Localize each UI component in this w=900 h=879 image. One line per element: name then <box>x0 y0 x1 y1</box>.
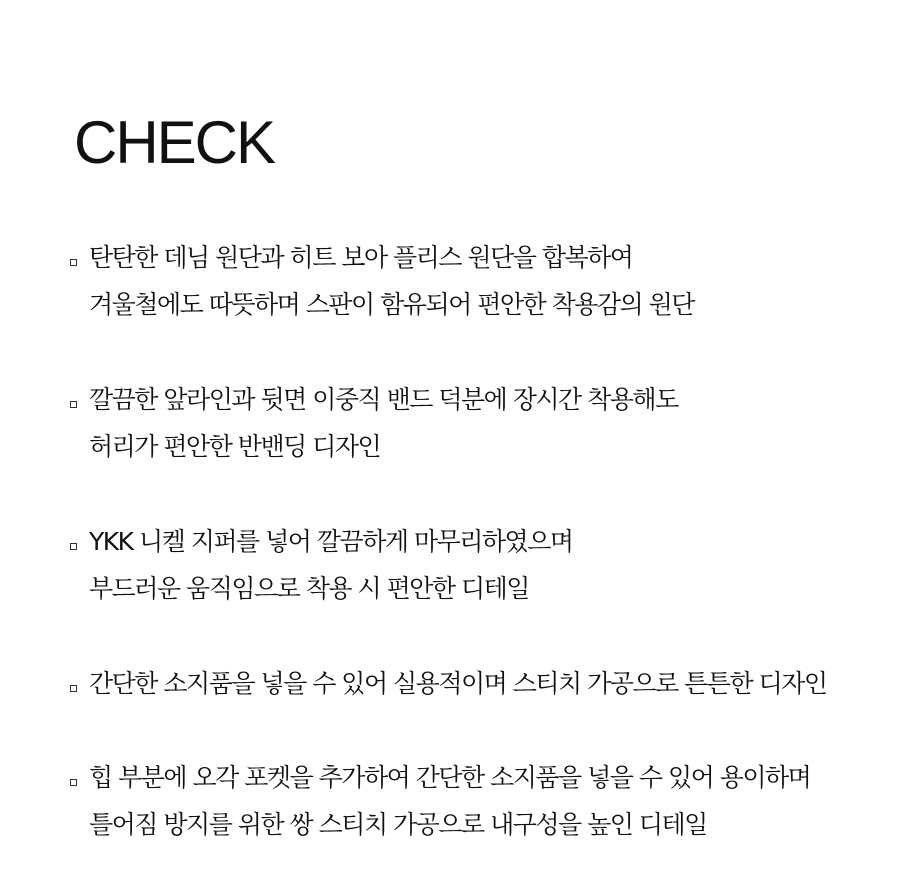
item-text-line: 깔끔한 앞라인과 뒷면 이중직 밴드 덕분에 장시간 착용해도 <box>89 385 678 414</box>
item-text-line: 부드러운 움직임으로 착용 시 편안한 디테일 <box>89 574 529 603</box>
check-list-item <box>70 527 870 612</box>
item-text-line: 탄탄한 데님 원단과 히트 보아 플리스 원단을 합복하여 <box>89 243 633 272</box>
square-bullet-icon <box>70 779 77 786</box>
check-list-item <box>70 243 870 328</box>
item-text-line: 간단한 소지품을 넣을 수 있어 실용적이며 스티치 가공으로 튼튼한 디자인 <box>89 669 827 698</box>
square-bullet-icon <box>70 259 77 266</box>
item-text-line: 허리가 편안한 반밴딩 디자인 <box>89 432 381 461</box>
item-text-line: 겨울철에도 따뜻하며 스판이 함유되어 편안한 착용감의 원단 <box>89 290 694 319</box>
check-list-item <box>70 669 870 707</box>
item-text-line: 틀어짐 방지를 위한 쌍 스티치 가공으로 내구성을 높인 디테일 <box>89 810 707 839</box>
square-bullet-icon <box>70 401 77 408</box>
check-list-item <box>70 385 870 470</box>
item-text-line: 힙 부분에 오각 포켓을 추가하여 간단한 소지품을 넣을 수 있어 용이하며 <box>89 763 811 792</box>
square-bullet-icon <box>70 685 77 692</box>
section-title: CHECK <box>74 109 275 176</box>
item-text-line: YKK 니켈 지퍼를 넣어 깔끔하게 마무리하였으며 <box>89 527 573 556</box>
square-bullet-icon <box>70 543 77 550</box>
check-list-item <box>70 763 870 848</box>
